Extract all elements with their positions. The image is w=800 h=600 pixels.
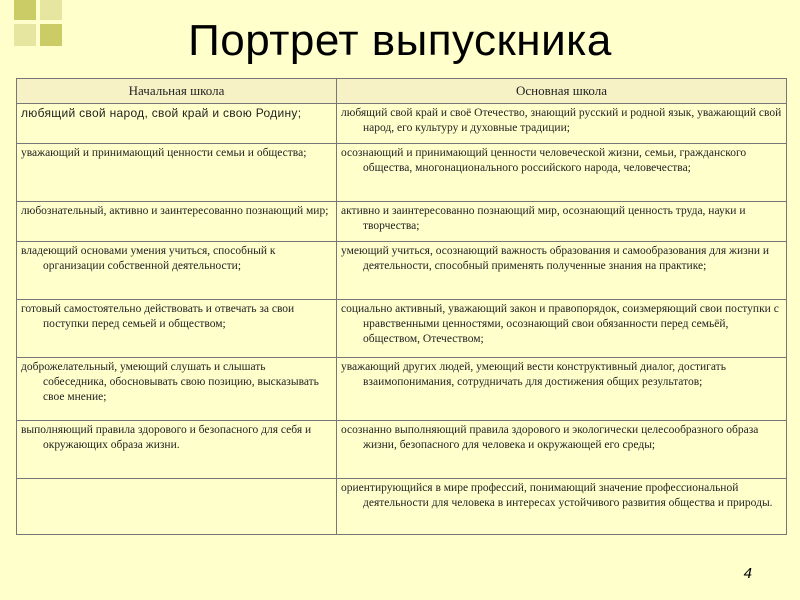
table-cell	[17, 421, 337, 479]
table-cell	[17, 300, 337, 358]
cell-text: уважающий других людей, умеющий вести конструктивный диалог, достигать взаимопонимания, сотрудничать для достижения общих результатов;	[341, 361, 726, 388]
table-cell	[17, 358, 337, 421]
table-header-row	[17, 79, 787, 104]
table-cell	[337, 104, 787, 144]
table-row	[17, 479, 787, 535]
table-cell	[337, 202, 787, 242]
cell-text: выполняющий правила здорового и безопасного для себя и окружающих образа жизни.	[21, 424, 312, 451]
table-cell	[17, 479, 337, 535]
cell-text: доброжелательный, умеющий слушать и слышать собеседника, обосновывать свою позицию, высказывать свое мнение;	[21, 361, 319, 403]
table-cell	[17, 144, 337, 202]
cell-text: любящий свой край и своё Отечество, знающий русский и родной язык, уважающий свой народ, его культуру и духовные традиции;	[341, 107, 782, 134]
cell-text: уважающий и принимающий ценности семьи и общества;	[21, 147, 307, 159]
table-cell	[17, 104, 337, 144]
table-row	[17, 144, 787, 202]
cell-text: активно и заинтересованно познающий мир, осознающий ценность труда, науки и творчества;	[341, 205, 746, 232]
page-title: Портрет выпускника	[188, 16, 612, 65]
cell-text: социально активный, уважающий закон и правопорядок, соизмеряющий свои поступки с нравственными ценностями, осознающий свои обязанности перед семьёй, обществом, Отечеством;	[341, 303, 779, 345]
table-row	[17, 104, 787, 144]
table-cell	[337, 479, 787, 535]
cell-text: готовый самостоятельно действовать и отвечать за свои поступки перед семьей и обществом;	[21, 303, 295, 330]
table-cell	[337, 242, 787, 300]
cell-text: владеющий основами умения учиться, способный к организации собственной деятельности;	[21, 245, 276, 272]
header-primary-school: Начальная школа	[17, 79, 337, 104]
cell-text: осознанно выполняющий правила здорового и экологически целесообразного образа жизни, безопасного для человека и окружающей его среды;	[341, 424, 759, 451]
cell-text: любящий свой народ, свой край и свою Родину;	[21, 106, 302, 120]
table-cell	[337, 300, 787, 358]
table-row	[17, 421, 787, 479]
table-cell	[337, 421, 787, 479]
cell-text: ориентирующийся в мире профессий, понимающий значение профессиональной деятельности для человека в интересах устойчивого развития общества и природы.	[341, 482, 773, 509]
table-cell	[337, 358, 787, 421]
table-row	[17, 202, 787, 242]
cell-text: осознающий и принимающий ценности человеческой жизни, семьи, гражданского общества, многонационального российского народа, человечества;	[341, 147, 747, 174]
cell-text: умеющий учиться, осознающий важность образования и самообразования для жизни и деятельности, способный применять полученные знания на практике;	[341, 245, 770, 272]
comparison-table	[16, 78, 787, 535]
page-number: 4	[743, 565, 752, 582]
table-row	[17, 300, 787, 358]
table-cell	[17, 202, 337, 242]
table-row	[17, 242, 787, 300]
table-row	[17, 358, 787, 421]
table-cell	[337, 144, 787, 202]
table-cell	[17, 242, 337, 300]
cell-text: любознательный, активно и заинтересованно познающий мир;	[21, 205, 329, 217]
header-basic-school: Основная школа	[337, 79, 787, 104]
